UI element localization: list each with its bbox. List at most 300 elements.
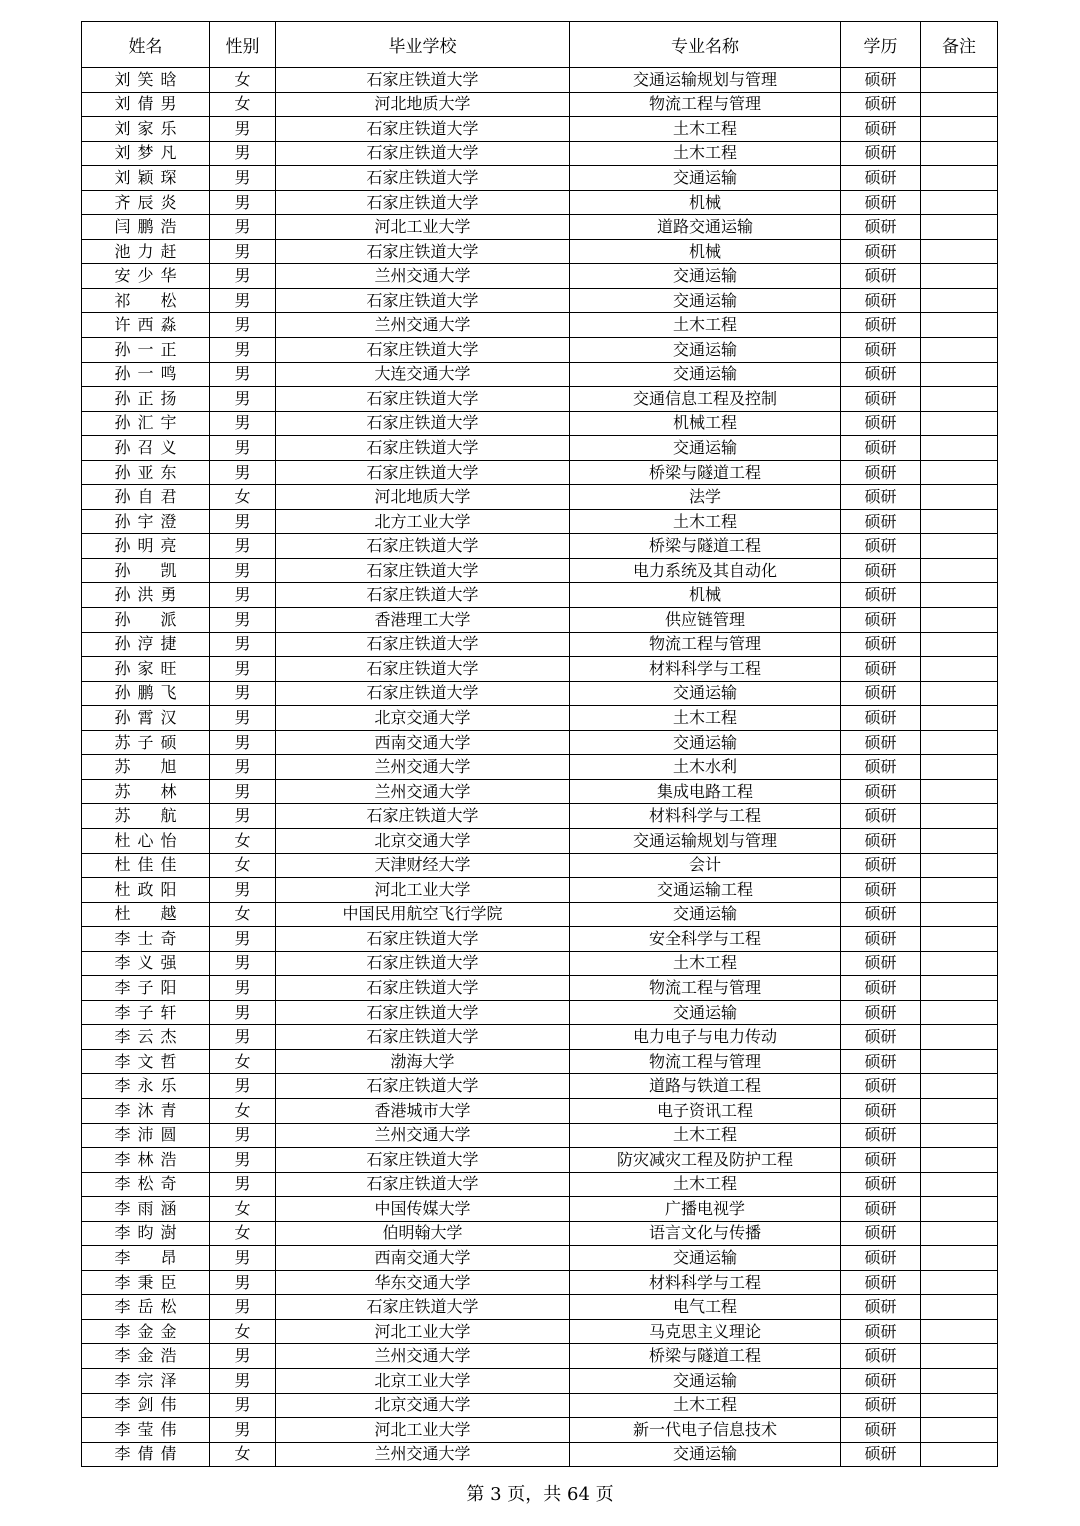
header-name: 姓名 [82,22,210,68]
school-cell: 石家庄铁道大学 [276,288,570,313]
remarks-cell [921,534,998,559]
major-cell: 交通运输 [570,1368,841,1393]
degree-cell: 硕研 [841,976,921,1001]
major-cell: 桥梁与隧道工程 [570,1344,841,1369]
remarks-cell [921,1368,998,1393]
major-cell: 供应链管理 [570,608,841,633]
name-cell: 苏 航 [82,804,210,829]
remarks-cell [921,608,998,633]
degree-cell: 硕研 [841,313,921,338]
degree-cell: 硕研 [841,730,921,755]
name-cell: 孙召义 [82,436,210,461]
gender-cell: 女 [210,902,276,927]
remarks-cell [921,1197,998,1222]
gender-cell: 男 [210,264,276,289]
degree-cell: 硕研 [841,1393,921,1418]
remarks-cell [921,730,998,755]
degree-cell: 硕研 [841,1344,921,1369]
major-cell: 集成电路工程 [570,779,841,804]
remarks-cell [921,583,998,608]
header-remarks: 备注 [921,22,998,68]
table-row [82,509,998,534]
remarks-cell [921,1123,998,1148]
gender-cell: 男 [210,730,276,755]
remarks-cell [921,239,998,264]
name-cell: 李子轩 [82,1000,210,1025]
degree-cell: 硕研 [841,927,921,952]
gender-cell: 男 [210,436,276,461]
name-cell: 祁 松 [82,288,210,313]
major-cell: 交通运输 [570,166,841,191]
school-cell: 河北工业大学 [276,215,570,240]
name-cell: 杜 越 [82,902,210,927]
name-cell: 孙明亮 [82,534,210,559]
name-cell: 李林浩 [82,1148,210,1173]
remarks-cell [921,362,998,387]
gender-cell: 男 [210,362,276,387]
name-cell: 刘梦凡 [82,141,210,166]
degree-cell: 硕研 [841,1319,921,1344]
gender-cell: 男 [210,460,276,485]
name-cell: 苏 林 [82,779,210,804]
gender-cell: 男 [210,1172,276,1197]
table-row [82,706,998,731]
name-cell: 孙汇宇 [82,411,210,436]
remarks-cell [921,1393,998,1418]
school-cell: 兰州交通大学 [276,779,570,804]
remarks-cell [921,387,998,412]
gender-cell: 男 [210,141,276,166]
major-cell: 机械工程 [570,411,841,436]
table-row [82,1418,998,1443]
remarks-cell [921,411,998,436]
table-body [82,68,998,1467]
major-cell: 交通运输 [570,1246,841,1271]
major-cell: 机械 [570,583,841,608]
major-cell: 电气工程 [570,1295,841,1320]
school-cell: 石家庄铁道大学 [276,558,570,583]
degree-cell: 硕研 [841,853,921,878]
school-cell: 北京工业大学 [276,1368,570,1393]
gender-cell: 男 [210,117,276,142]
remarks-cell [921,632,998,657]
name-cell: 李士奇 [82,927,210,952]
name-cell: 苏子硕 [82,730,210,755]
remarks-cell [921,681,998,706]
name-cell: 李文哲 [82,1049,210,1074]
remarks-cell [921,976,998,1001]
table-row [82,853,998,878]
degree-cell: 硕研 [841,534,921,559]
major-cell: 土木工程 [570,509,841,534]
gender-cell: 男 [210,755,276,780]
school-cell: 石家庄铁道大学 [276,1172,570,1197]
remarks-cell [921,878,998,903]
name-cell: 安少华 [82,264,210,289]
gender-cell: 男 [210,387,276,412]
table-row [82,558,998,583]
remarks-cell [921,779,998,804]
remarks-cell [921,1295,998,1320]
table-row [82,1148,998,1173]
table-row [82,779,998,804]
table-row [82,828,998,853]
major-cell: 物流工程与管理 [570,1049,841,1074]
header-gender: 性别 [210,22,276,68]
degree-cell: 硕研 [841,1197,921,1222]
gender-cell: 男 [210,1246,276,1271]
table-row [82,1098,998,1123]
school-cell: 石家庄铁道大学 [276,976,570,1001]
degree-cell: 硕研 [841,1295,921,1320]
gender-cell: 女 [210,485,276,510]
remarks-cell [921,755,998,780]
degree-cell: 硕研 [841,779,921,804]
gender-cell: 男 [210,706,276,731]
degree-cell: 硕研 [841,509,921,534]
degree-cell: 硕研 [841,1368,921,1393]
name-cell: 李昀澍 [82,1221,210,1246]
table-row [82,288,998,313]
table-row [82,1246,998,1271]
table-row [82,878,998,903]
school-cell: 石家庄铁道大学 [276,387,570,412]
degree-cell: 硕研 [841,1148,921,1173]
remarks-cell [921,141,998,166]
name-cell: 李永乐 [82,1074,210,1099]
gender-cell: 女 [210,853,276,878]
table-row [82,141,998,166]
major-cell: 道路与铁道工程 [570,1074,841,1099]
remarks-cell [921,338,998,363]
degree-cell: 硕研 [841,92,921,117]
degree-cell: 硕研 [841,338,921,363]
school-cell: 石家庄铁道大学 [276,338,570,363]
remarks-cell [921,657,998,682]
table-row [82,632,998,657]
major-cell: 机械 [570,239,841,264]
table-row [82,1319,998,1344]
degree-cell: 硕研 [841,1270,921,1295]
table-row [82,1025,998,1050]
table-row [82,951,998,976]
name-cell: 李雨涵 [82,1197,210,1222]
school-cell: 石家庄铁道大学 [276,436,570,461]
gender-cell: 男 [210,1148,276,1173]
gender-cell: 男 [210,411,276,436]
remarks-cell [921,436,998,461]
degree-cell: 硕研 [841,804,921,829]
major-cell: 道路交通运输 [570,215,841,240]
major-cell: 交通运输 [570,288,841,313]
name-cell: 李金金 [82,1319,210,1344]
degree-cell: 硕研 [841,1172,921,1197]
degree-cell: 硕研 [841,1025,921,1050]
remarks-cell [921,166,998,191]
remarks-cell [921,1000,998,1025]
table-row [82,460,998,485]
gender-cell: 女 [210,1442,276,1467]
gender-cell: 男 [210,1418,276,1443]
name-cell: 李义强 [82,951,210,976]
major-cell: 语言文化与传播 [570,1221,841,1246]
school-cell: 石家庄铁道大学 [276,411,570,436]
table-row [82,1123,998,1148]
school-cell: 天津财经大学 [276,853,570,878]
gender-cell: 男 [210,583,276,608]
remarks-cell [921,706,998,731]
remarks-cell [921,485,998,510]
remarks-cell [921,1418,998,1443]
major-cell: 土木工程 [570,1123,841,1148]
degree-cell: 硕研 [841,558,921,583]
major-cell: 土木工程 [570,117,841,142]
degree-cell: 硕研 [841,1221,921,1246]
gender-cell: 女 [210,68,276,93]
school-cell: 石家庄铁道大学 [276,927,570,952]
major-cell: 材料科学与工程 [570,1270,841,1295]
table-row [82,1049,998,1074]
major-cell: 交通运输 [570,730,841,755]
table-row [82,436,998,461]
table-row [82,1442,998,1467]
name-cell: 杜佳佳 [82,853,210,878]
gender-cell: 男 [210,558,276,583]
major-cell: 桥梁与隧道工程 [570,534,841,559]
degree-cell: 硕研 [841,1098,921,1123]
school-cell: 香港城市大学 [276,1098,570,1123]
name-cell: 孙自君 [82,485,210,510]
school-cell: 中国民用航空飞行学院 [276,902,570,927]
header-major: 专业名称 [570,22,841,68]
school-cell: 石家庄铁道大学 [276,804,570,829]
remarks-cell [921,1098,998,1123]
remarks-cell [921,117,998,142]
gender-cell: 男 [210,1123,276,1148]
remarks-cell [921,853,998,878]
major-cell: 交通运输 [570,362,841,387]
table-row [82,362,998,387]
major-cell: 防灾减灾工程及防护工程 [570,1148,841,1173]
table-row [82,902,998,927]
remarks-cell [921,460,998,485]
gender-cell: 女 [210,1221,276,1246]
school-cell: 中国传媒大学 [276,1197,570,1222]
name-cell: 李秉臣 [82,1270,210,1295]
gender-cell: 男 [210,1368,276,1393]
table-row [82,534,998,559]
header-school: 毕业学校 [276,22,570,68]
major-cell: 物流工程与管理 [570,976,841,1001]
degree-cell: 硕研 [841,190,921,215]
table-row [82,387,998,412]
remarks-cell [921,1172,998,1197]
school-cell: 河北工业大学 [276,878,570,903]
table-row [82,215,998,240]
table-row [82,681,998,706]
school-cell: 石家庄铁道大学 [276,1074,570,1099]
remarks-cell [921,1344,998,1369]
table-row [82,117,998,142]
table-row [82,804,998,829]
name-cell: 孙宇澄 [82,509,210,534]
degree-cell: 硕研 [841,166,921,191]
major-cell: 土木工程 [570,1393,841,1418]
name-cell: 孙霄汉 [82,706,210,731]
school-cell: 兰州交通大学 [276,313,570,338]
gender-cell: 女 [210,1098,276,1123]
degree-cell: 硕研 [841,436,921,461]
school-cell: 兰州交通大学 [276,264,570,289]
gender-cell: 男 [210,288,276,313]
major-cell: 桥梁与隧道工程 [570,460,841,485]
major-cell: 安全科学与工程 [570,927,841,952]
table-row [82,239,998,264]
remarks-cell [921,1049,998,1074]
table-row [82,1221,998,1246]
name-cell: 苏 旭 [82,755,210,780]
table-row [82,1000,998,1025]
remarks-cell [921,902,998,927]
table-row [82,1368,998,1393]
major-cell: 土木工程 [570,141,841,166]
remarks-cell [921,951,998,976]
major-cell: 交通运输 [570,1442,841,1467]
major-cell: 土木工程 [570,706,841,731]
school-cell: 石家庄铁道大学 [276,166,570,191]
school-cell: 渤海大学 [276,1049,570,1074]
major-cell: 交通运输 [570,902,841,927]
name-cell: 刘笑晗 [82,68,210,93]
gender-cell: 男 [210,1270,276,1295]
major-cell: 物流工程与管理 [570,632,841,657]
name-cell: 李剑伟 [82,1393,210,1418]
table-row [82,1344,998,1369]
major-cell: 交通信息工程及控制 [570,387,841,412]
table-row [82,313,998,338]
remarks-cell [921,1270,998,1295]
table-row [82,190,998,215]
school-cell: 大连交通大学 [276,362,570,387]
school-cell: 北京交通大学 [276,828,570,853]
gender-cell: 男 [210,239,276,264]
school-cell: 北京交通大学 [276,706,570,731]
school-cell: 石家庄铁道大学 [276,1295,570,1320]
name-cell: 孙涥捷 [82,632,210,657]
remarks-cell [921,1074,998,1099]
name-cell: 李莹伟 [82,1418,210,1443]
name-cell: 李沛圆 [82,1123,210,1148]
name-cell: 孙亚东 [82,460,210,485]
school-cell: 石家庄铁道大学 [276,68,570,93]
school-cell: 华东交通大学 [276,1270,570,1295]
school-cell: 河北工业大学 [276,1418,570,1443]
school-cell: 石家庄铁道大学 [276,1025,570,1050]
major-cell: 土木水利 [570,755,841,780]
remarks-cell [921,1148,998,1173]
remarks-cell [921,1319,998,1344]
name-cell: 李沐青 [82,1098,210,1123]
gender-cell: 男 [210,976,276,1001]
major-cell: 交通运输规划与管理 [570,68,841,93]
major-cell: 电力系统及其自动化 [570,558,841,583]
degree-cell: 硕研 [841,755,921,780]
school-cell: 兰州交通大学 [276,1344,570,1369]
degree-cell: 硕研 [841,583,921,608]
degree-cell: 硕研 [841,68,921,93]
remarks-cell [921,1246,998,1271]
major-cell: 材料科学与工程 [570,804,841,829]
major-cell: 交通运输 [570,436,841,461]
school-cell: 石家庄铁道大学 [276,190,570,215]
school-cell: 石家庄铁道大学 [276,117,570,142]
remarks-cell [921,828,998,853]
gender-cell: 女 [210,828,276,853]
degree-cell: 硕研 [841,141,921,166]
school-cell: 石家庄铁道大学 [276,583,570,608]
table-row [82,927,998,952]
gender-cell: 男 [210,166,276,191]
remarks-cell [921,1025,998,1050]
name-cell: 孙一鸣 [82,362,210,387]
school-cell: 石家庄铁道大学 [276,632,570,657]
gender-cell: 男 [210,1344,276,1369]
name-cell: 刘家乐 [82,117,210,142]
gender-cell: 男 [210,1025,276,1050]
school-cell: 兰州交通大学 [276,755,570,780]
table-row [82,338,998,363]
school-cell: 石家庄铁道大学 [276,951,570,976]
name-cell: 齐辰炎 [82,190,210,215]
table-row [82,755,998,780]
name-cell: 杜心怡 [82,828,210,853]
school-cell: 石家庄铁道大学 [276,1000,570,1025]
school-cell: 石家庄铁道大学 [276,534,570,559]
gender-cell: 男 [210,1393,276,1418]
name-cell: 孙家旺 [82,657,210,682]
degree-cell: 硕研 [841,657,921,682]
name-cell: 李倩倩 [82,1442,210,1467]
major-cell: 会计 [570,853,841,878]
degree-cell: 硕研 [841,1049,921,1074]
table-row [82,264,998,289]
school-cell: 兰州交通大学 [276,1442,570,1467]
name-cell: 刘倩男 [82,92,210,117]
gender-cell: 男 [210,1295,276,1320]
page-footer: 第 3 页，共 64 页 [466,1484,614,1505]
name-cell: 杜政阳 [82,878,210,903]
gender-cell: 男 [210,632,276,657]
major-cell: 机械 [570,190,841,215]
major-cell: 法学 [570,485,841,510]
school-cell: 河北地质大学 [276,92,570,117]
table-row [82,583,998,608]
header-degree: 学历 [841,22,921,68]
major-cell: 土木工程 [570,1172,841,1197]
table-row [82,68,998,93]
name-cell: 许西淼 [82,313,210,338]
degree-cell: 硕研 [841,878,921,903]
school-cell: 石家庄铁道大学 [276,239,570,264]
major-cell: 交通运输 [570,264,841,289]
table-row [82,1172,998,1197]
degree-cell: 硕研 [841,239,921,264]
degree-cell: 硕研 [841,951,921,976]
school-cell: 西南交通大学 [276,730,570,755]
table-row [82,1074,998,1099]
remarks-cell [921,1221,998,1246]
table-row [82,485,998,510]
